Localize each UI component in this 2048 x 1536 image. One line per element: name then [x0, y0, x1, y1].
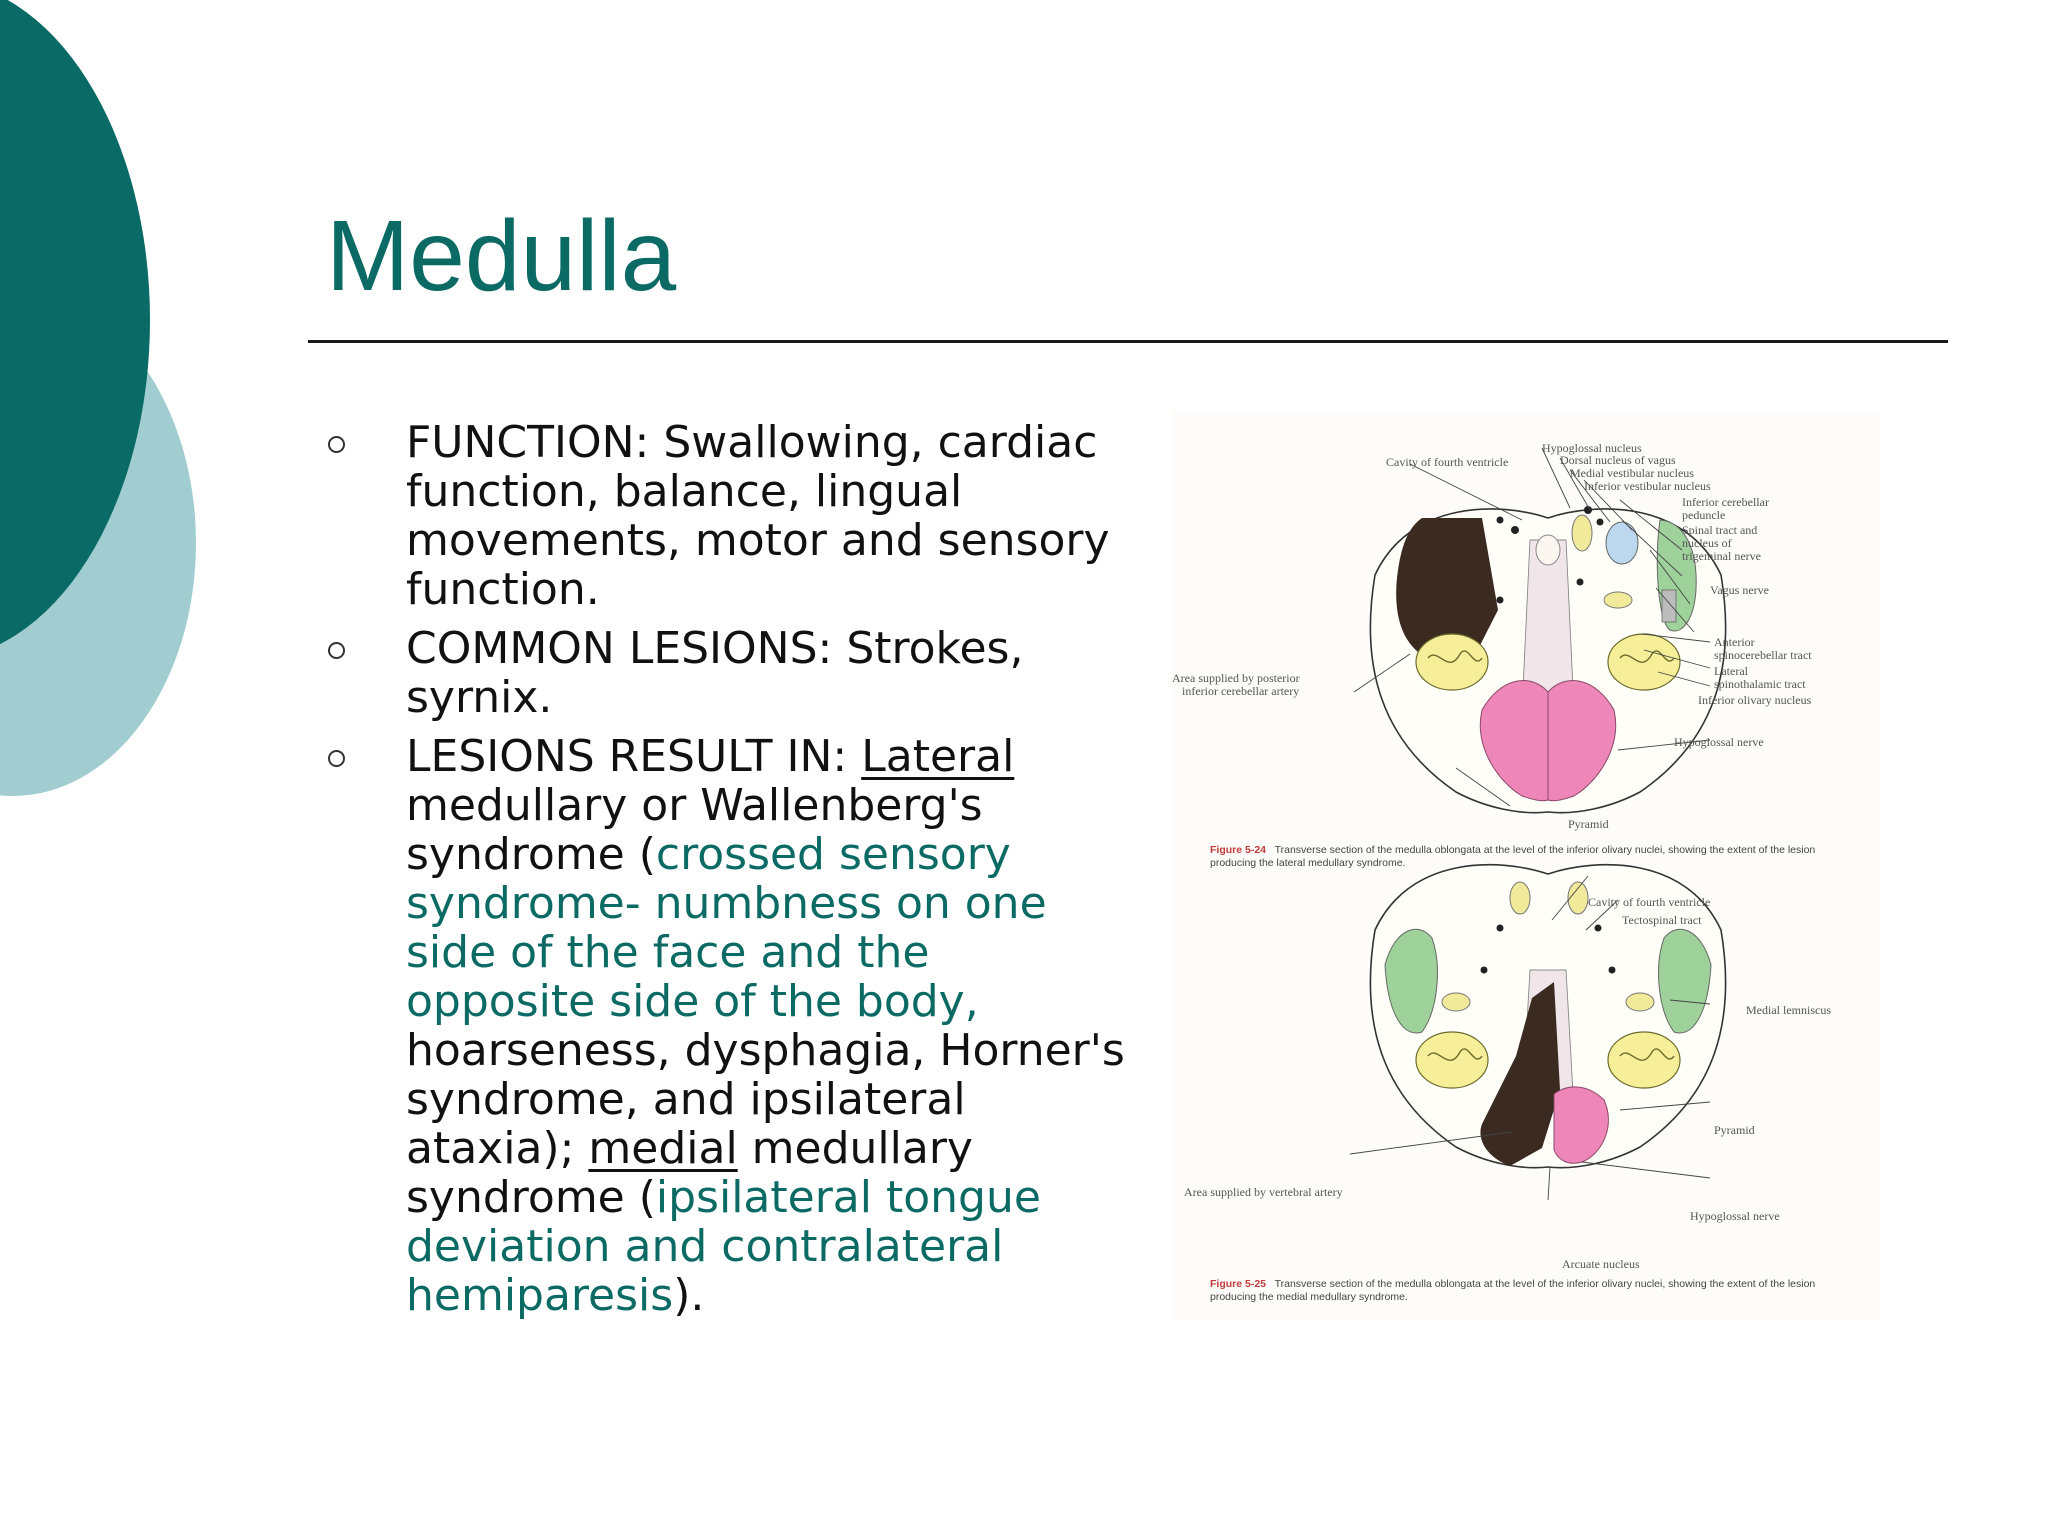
bullet-text-part: hoarseness, dysphagia, Horner's syndrome, and ipsilateral ataxia);: [406, 1025, 1125, 1174]
bullet-text-part: ).: [673, 1270, 705, 1321]
title-divider: [308, 340, 1948, 343]
label-cavity-fourth-ventricle: Cavity of fourth ventricle: [1386, 455, 1509, 469]
top-spinal-trigeminal: [1662, 590, 1676, 622]
label-area-pica-1: Area supplied by posterior: [1172, 671, 1300, 685]
bullet-text-part: medullary syndrome (: [406, 1123, 973, 1223]
label-icp-2: peduncle: [1682, 508, 1726, 522]
top-vestibular-yellow: [1572, 515, 1592, 551]
top-hypoglossal-nucleus: [1536, 535, 1560, 565]
label-tectospinal: Tectospinal tract: [1622, 913, 1702, 927]
caption-label: Figure 5-24: [1210, 844, 1267, 856]
label-anterior-1: Anterior: [1714, 635, 1755, 649]
figure-5-24-caption: [1210, 844, 1850, 870]
label-hypoglossal-nerve-2: Hypoglossal nerve: [1690, 1209, 1780, 1223]
slide-title: Medulla: [326, 200, 677, 312]
caption-text: Transverse section of the medulla oblongata at the level of the inferior olivary nuclei, showing the extent of the lesion producing the medial medullary syndrome.: [1210, 1278, 1816, 1303]
label-pyramid: Pyramid: [1568, 817, 1609, 831]
label-hypoglossal-nucleus: Hypoglossal nucleus: [1542, 441, 1642, 455]
caption-text: Transverse section of the medulla oblongata at the level of the inferior olivary nuclei, showing the extent of the lesion producing the lateral medullary syndrome.: [1210, 844, 1816, 869]
bullet-item-results: [326, 732, 1126, 1320]
lateral-term: Lateral: [861, 731, 1015, 782]
label-spinal-3: trigeminal nerve: [1682, 549, 1761, 563]
top-vestibular-blue: [1606, 522, 1638, 564]
label-spinal-1: Spinal tract and: [1682, 523, 1758, 537]
hollow-circle-bullet-icon: [328, 750, 345, 767]
bullet-text-part: medullary or Wallenberg's syndrome (: [406, 780, 983, 880]
caption-label: Figure 5-25: [1210, 1278, 1267, 1290]
label-medial-lemniscus: Medial lemniscus: [1746, 1003, 1831, 1017]
hollow-circle-bullet-icon: [328, 436, 345, 453]
label-lateral-2: spinothalamic tract: [1714, 677, 1806, 691]
label-inferior-olivary: Inferior olivary nucleus: [1698, 693, 1812, 707]
label-arcuate-nucleus: Arcuate nucleus: [1562, 1257, 1640, 1271]
medial-term: medial: [588, 1123, 738, 1174]
label-area-pica-2: inferior cerebellar artery: [1182, 684, 1300, 698]
medulla-cross-section-figure: [1170, 410, 1880, 1320]
medial-syndrome-description: ipsilateral tongue deviation and contralateral hemiparesis: [406, 1172, 1041, 1321]
label-cavity-fourth-ventricle-2: Cavity of fourth ventricle: [1588, 895, 1711, 909]
figure-5-25-caption: [1210, 1278, 1850, 1304]
label-medial-vestibular: Medial vestibular nucleus: [1570, 466, 1694, 480]
hollow-circle-bullet-icon: [328, 642, 345, 659]
bullet-text: COMMON LESIONS: Strokes, syrnix.: [406, 623, 1024, 723]
label-spinal-2: nucleus of: [1682, 536, 1732, 550]
top-small-yellow: [1604, 592, 1632, 608]
crossed-sensory-description: crossed sensory syndrome- numbness on one side of the face and the opposite side of the body,: [406, 829, 1047, 1027]
label-lateral-1: Lateral: [1714, 664, 1748, 678]
label-area-vertebral: Area supplied by vertebral artery: [1184, 1185, 1343, 1199]
bullet-text-part: LESIONS RESULT IN:: [406, 731, 862, 782]
label-hypoglossal-nerve: Hypoglossal nerve: [1674, 735, 1764, 749]
label-icp-1: Inferior cerebellar: [1682, 495, 1769, 509]
label-pyramid-2: Pyramid: [1714, 1123, 1755, 1137]
label-inferior-vestibular: Inferior vestibular nucleus: [1584, 479, 1711, 493]
label-vagus-nerve: Vagus nerve: [1710, 583, 1769, 597]
label-dorsal-nucleus-vagus: Dorsal nucleus of vagus: [1560, 453, 1676, 467]
label-anterior-2: spinocerebellar tract: [1714, 648, 1812, 662]
bullet-list: [326, 418, 1126, 1330]
bullet-item-function: [326, 418, 1126, 614]
bullet-item-lesions: [326, 624, 1126, 722]
bullet-text: FUNCTION: Swallowing, cardiac function, balance, lingual movements, motor and sensory function.: [406, 417, 1110, 615]
